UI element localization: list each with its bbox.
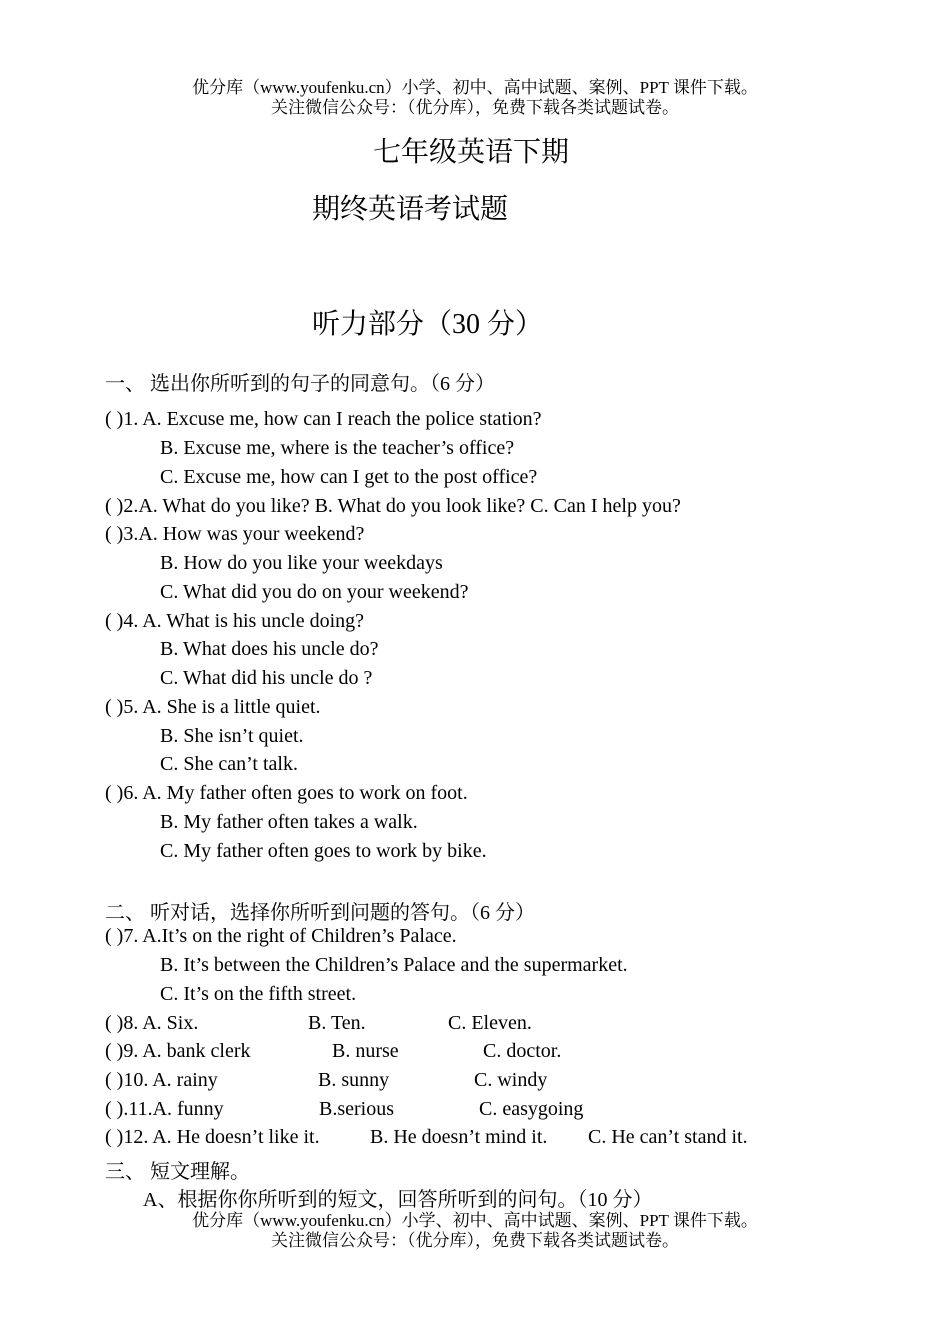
question-line: ( )6. A. My father often goes to work on foot.	[105, 782, 468, 804]
question-line: ( )3.A. How was your weekend?	[105, 523, 365, 545]
part-title: 听力部分（30 分）	[312, 309, 544, 340]
question-line: ( ).11.A. funny	[105, 1098, 224, 1120]
question-line: ( )10. A. rainy	[105, 1069, 218, 1091]
option-line: B. Excuse me, where is the teacher’s office?	[160, 437, 515, 459]
footer-line-2: 关注微信公众号：（优分库），免费下载各类试题试卷。	[271, 1231, 679, 1250]
option-line: C. What did his uncle do ?	[160, 667, 373, 689]
question-line: ( )2.A. What do you like? B. What do you look like? C. Can I help you?	[105, 495, 681, 517]
question-line: ( )7. A.It’s on the right of Children’s Palace.	[105, 925, 457, 947]
option-line: B. It’s between the Children’s Palace and the supermarket.	[160, 954, 628, 976]
option-c: C. doctor.	[483, 1040, 562, 1062]
question-line: ( )12. A. He doesn’t like it.	[105, 1126, 320, 1148]
section2-heading: 二、 听对话，选择你所听到问题的答句。（6 分）	[105, 902, 535, 924]
option-b: B. sunny	[318, 1069, 390, 1091]
option-b: B. Ten.	[308, 1012, 366, 1034]
question-line: ( )4. A. What is his uncle doing?	[105, 610, 365, 632]
option-b: B.serious	[319, 1098, 394, 1120]
option-c: C. windy	[474, 1069, 548, 1091]
title-line-1: 七年级英语下期	[373, 137, 570, 168]
option-line: B. My father often takes a walk.	[160, 811, 418, 833]
option-line: B. She isn’t quiet.	[160, 725, 304, 747]
option-line: C. Excuse me, how can I get to the post office?	[160, 466, 538, 488]
option-line: B. How do you like your weekdays	[160, 552, 443, 574]
option-b: B. He doesn’t mind it.	[370, 1126, 548, 1148]
header-line-2: 关注微信公众号：（优分库），免费下载各类试题试卷。	[271, 98, 679, 117]
section3-sub-a: A、根据你你所听到的短文，回答所听到的问句。（10 分）	[143, 1189, 653, 1211]
option-line: C. She can’t talk.	[160, 753, 298, 775]
option-line: C. My father often goes to work by bike.	[160, 840, 487, 862]
option-line: C. What did you do on your weekend?	[160, 581, 469, 603]
question-line: ( )5. A. She is a little quiet.	[105, 696, 321, 718]
section1-heading: 一、 选出你所听到的句子的同意句。（6 分）	[105, 373, 495, 395]
header-line-1: 优分库（www.youfenku.cn）小学、初中、高中试题、案例、PPT 课件下载。	[192, 78, 758, 97]
question-line: ( )9. A. bank clerk	[105, 1040, 251, 1062]
option-line: C. It’s on the fifth street.	[160, 983, 357, 1005]
question-line: ( )1. A. Excuse me, how can I reach the police station?	[105, 408, 542, 430]
option-c: C. He can’t stand it.	[588, 1126, 748, 1148]
title-line-2: 期终英语考试题	[312, 194, 509, 225]
option-line: B. What does his uncle do?	[160, 638, 379, 660]
question-line: ( )8. A. Six.	[105, 1012, 199, 1034]
option-c: C. easygoing	[479, 1098, 584, 1120]
option-c: C. Eleven.	[448, 1012, 532, 1034]
option-b: B. nurse	[332, 1040, 399, 1062]
section3-heading: 三、 短文理解。	[105, 1161, 250, 1183]
footer-line-1: 优分库（www.youfenku.cn）小学、初中、高中试题、案例、PPT 课件下载。	[192, 1211, 758, 1230]
